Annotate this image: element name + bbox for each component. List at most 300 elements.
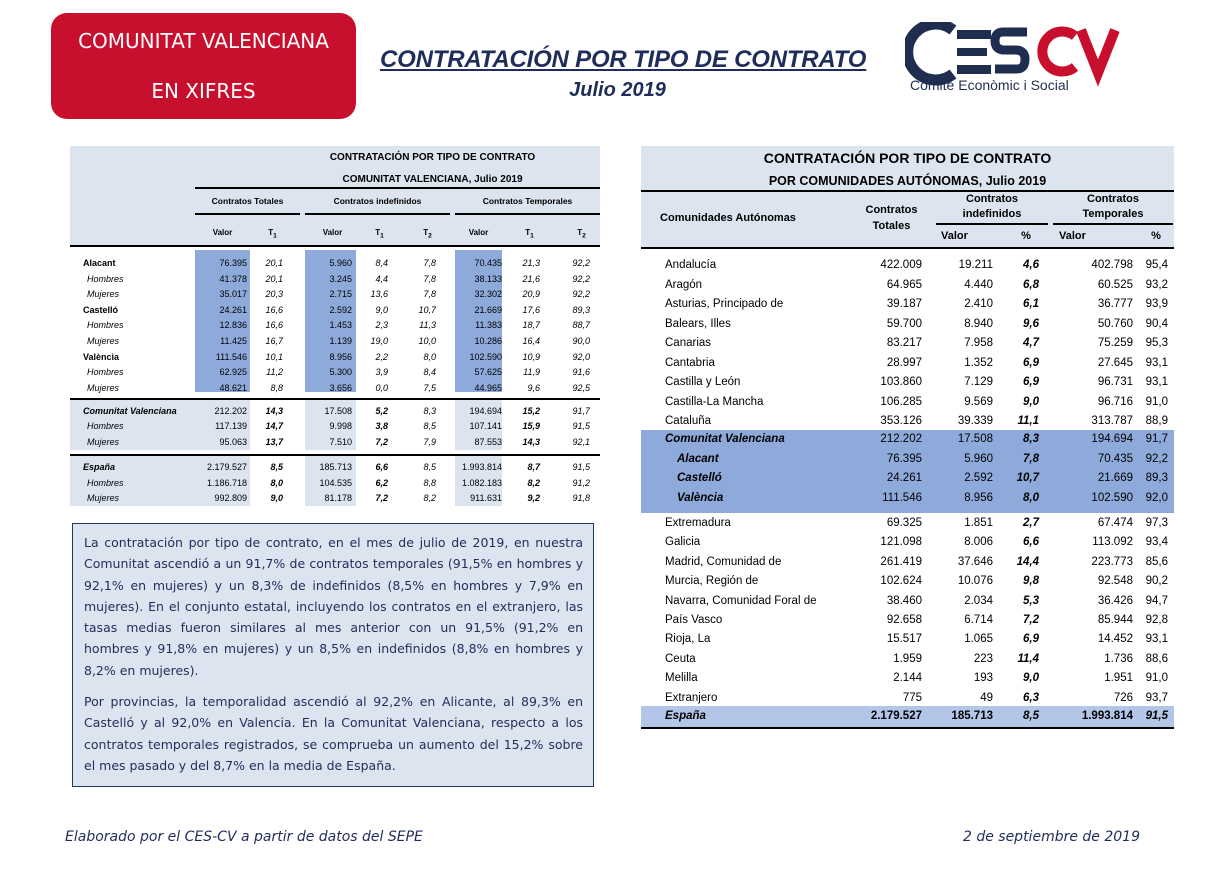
table-cell: 95.063 [219, 437, 247, 447]
table-cell: 20,1 [265, 274, 283, 284]
table-cell: 16,4 [522, 336, 540, 346]
table-row [641, 430, 1174, 450]
table-cell: 2.592 [329, 305, 352, 315]
table-cell: 70.435 [1097, 452, 1133, 465]
table-cell: 2.179.527 [870, 710, 922, 722]
table-cell: 9,6 [527, 383, 540, 393]
table-cell: 14.452 [1097, 633, 1133, 646]
table-cell: 7,2 [1023, 614, 1039, 626]
table-cell: 59.700 [886, 317, 922, 330]
table-cell: 85.944 [1097, 614, 1133, 626]
table-row [70, 404, 600, 420]
table-cell: 4,7 [1023, 337, 1039, 349]
table-cell: 92,2 [572, 289, 590, 299]
table-cell: 102.590 [1091, 491, 1133, 504]
table-cell: 1.065 [964, 633, 993, 646]
table-cell: 107.141 [469, 421, 502, 431]
row-label: Castelló [83, 305, 119, 315]
table-cell: 8,5 [423, 462, 436, 472]
table-cell: 14,4 [1016, 555, 1039, 568]
table-cell: 185.713 [319, 462, 352, 472]
table-cell: 2.144 [893, 672, 922, 685]
table-row [70, 256, 600, 272]
table-cell: 8,3 [1023, 433, 1039, 445]
table-cell: 8,2 [423, 493, 436, 503]
table-cell: 103.860 [880, 376, 922, 388]
table-cell: 7,9 [423, 437, 436, 447]
table-cell: 12.836 [219, 320, 247, 330]
col-header: Valor [212, 228, 233, 237]
table-cell: 91,0 [1145, 672, 1168, 685]
table-cell: 6,1 [1023, 298, 1039, 310]
table-cell: 37.646 [957, 555, 993, 568]
table-cell: 194.694 [1091, 433, 1133, 445]
table-cell: 93,9 [1145, 298, 1168, 310]
table-cell: 20,9 [522, 289, 540, 299]
table-cell: 1.082.183 [461, 478, 502, 488]
table-row [70, 435, 600, 451]
table-cell: 14,3 [265, 406, 283, 416]
table-row [70, 460, 600, 476]
table-cell: 14,7 [265, 421, 283, 431]
table-cell: 87.553 [474, 437, 502, 447]
table-cell: 4,6 [1023, 259, 1039, 271]
table-cell: 28.997 [886, 356, 922, 369]
table-row [641, 450, 1174, 470]
table-cell: 92,0 [572, 352, 590, 362]
table-cell: 93,1 [1145, 356, 1168, 369]
table-cell: 2.592 [964, 472, 993, 484]
table-cell: 9,0 [375, 305, 388, 315]
table-cell: 194.694 [469, 406, 502, 416]
group-header-indefinidos: Contratos indefinidos [333, 196, 422, 206]
col-header-indef-1: Contratos [966, 193, 1018, 205]
table-cell: 212.202 [214, 406, 247, 416]
table-cell: 35.017 [219, 289, 247, 299]
table-cell: 21,6 [522, 274, 540, 284]
table-cell: 10,9 [522, 352, 540, 362]
table-cell: 32.302 [474, 289, 502, 299]
table-row [70, 334, 600, 350]
table-cell: 8,5 [1023, 710, 1039, 722]
summary-paragraph-2: Por provincias, la temporalidad ascendió al 92,2% en Alicante, al 89,3% en Castelló y al 92,0% en Valencia. En la Comunitat Valenciana, respecto a los contratos temporales registrados, se comprueba un aumento del 15,2% sobre el mes pasado y del 8,7% en la media de España. [84, 694, 583, 773]
table-cell: 9,0 [1023, 395, 1039, 408]
table-cell: 16,7 [265, 336, 283, 346]
table-cell: 92,2 [572, 258, 590, 268]
table-cell: 91,5 [572, 462, 590, 472]
table-cell: 75.259 [1097, 337, 1133, 349]
row-label: València [83, 352, 120, 362]
table-cell: 1.736 [1104, 652, 1133, 665]
table-cell: 91,5 [1145, 710, 1168, 722]
table-cell: 402.798 [1091, 259, 1133, 271]
table-cell: 6.714 [964, 614, 993, 626]
table-cell: 69.325 [886, 517, 922, 529]
row-label: Madrid, Comunidad de [665, 555, 782, 568]
table-cell: 185.713 [951, 710, 993, 722]
table-row [641, 315, 1174, 335]
table-cell: 353.126 [880, 415, 922, 427]
group-header-temporales: Contratos Temporales [482, 196, 573, 206]
table-cell: 50.760 [1097, 317, 1133, 330]
table-cell: 8,4 [375, 258, 388, 268]
row-label: Mujeres [87, 493, 120, 503]
table-row [641, 650, 1174, 670]
table-cell: 17.508 [324, 406, 352, 416]
table-cell: 1.139 [329, 336, 352, 346]
table-cell: 5.960 [329, 258, 352, 268]
right-table-subtitle: POR COMUNIDADES AUTÓNOMAS, Julio 2019 [768, 174, 1047, 188]
table-row [70, 419, 600, 435]
row-label: Hombres [87, 478, 124, 488]
table-cell: 8,0 [270, 478, 283, 488]
table-cell: 111.546 [215, 352, 247, 362]
table-cell: 18,7 [522, 320, 540, 330]
table-cell: 9,8 [1023, 575, 1039, 588]
table-cell: 7,2 [375, 493, 388, 503]
row-label: Castelló [677, 472, 722, 484]
table-cell: 76.395 [886, 452, 922, 465]
row-label: Hombres [87, 274, 124, 284]
table-cell: 113.092 [1092, 536, 1133, 549]
table-cell: 212.202 [880, 433, 922, 445]
table-cell: 91,6 [572, 367, 590, 377]
row-label: Extremadura [665, 517, 731, 529]
table-cell: 19,0 [370, 336, 388, 346]
table-row [70, 272, 600, 288]
table-row [641, 295, 1174, 315]
table-cell: 6,3 [1023, 691, 1039, 704]
table-cell: 81.178 [324, 493, 352, 503]
logo-caption: Comitè Econòmic i Social [910, 77, 1069, 93]
table-cell: 90,0 [572, 336, 590, 346]
col-header-ca: Comunidades Autónomas [660, 212, 796, 224]
table-cell: 91,5 [572, 421, 590, 431]
table-cell: 102.590 [469, 352, 502, 362]
table-cell: 24.261 [886, 472, 922, 484]
row-label: Mujeres [87, 437, 120, 447]
table-cell: 11,3 [419, 320, 436, 330]
table-cell: 39.339 [957, 415, 993, 427]
table-cell: 62.925 [219, 367, 247, 377]
row-label: Rioja, La [665, 633, 711, 646]
table-cell: 15,2 [522, 406, 540, 416]
table-cell: 88,7 [572, 320, 590, 330]
table-cell: 92,5 [572, 383, 590, 393]
table-row [641, 489, 1174, 509]
table-cell: 7,8 [423, 274, 436, 284]
table-cell: 38.460 [886, 594, 922, 607]
table-cell: 4,4 [375, 274, 388, 284]
table-cell: 10,7 [418, 305, 436, 315]
table-cell: 91,8 [572, 493, 590, 503]
table-row [641, 334, 1174, 354]
col-header-temp-1: Contratos [1087, 193, 1139, 205]
sub-valor: Valor [1059, 230, 1086, 242]
table-cell: 7.129 [964, 376, 993, 388]
table-cell: 9,6 [1023, 317, 1039, 330]
table-cell: 1.993.814 [1081, 710, 1133, 722]
table-cell: 6,9 [1023, 376, 1039, 388]
table-cell: 21.669 [1097, 472, 1133, 484]
table-cell: 1.993.814 [461, 462, 502, 472]
table-cell: 8.006 [964, 536, 993, 549]
table-row [70, 476, 600, 492]
table-cell: 14,3 [522, 437, 540, 447]
table-cell: 64.965 [886, 278, 922, 291]
col-header-totales-1: Contratos [865, 204, 918, 216]
table-row [70, 318, 600, 334]
table-cell: 89,3 [1145, 472, 1168, 484]
table-cell: 92.658 [886, 614, 922, 626]
table-cell: 104.535 [319, 478, 352, 488]
row-label: Castilla-La Mancha [665, 395, 764, 408]
row-label: Hombres [87, 367, 124, 377]
provincial-contract-table [70, 146, 600, 506]
table-cell: 193 [973, 672, 993, 685]
table-row [641, 611, 1174, 631]
table-cell: 83.217 [886, 337, 922, 349]
table-cell: 8,2 [527, 478, 540, 488]
table-cell: 88,6 [1145, 652, 1168, 665]
right-table-title: CONTRATACIÓN POR TIPO DE CONTRATO [763, 150, 1052, 166]
table-cell: 6,6 [375, 462, 388, 472]
table-cell: 1.951 [1104, 672, 1133, 685]
table-cell: 93,7 [1145, 691, 1168, 704]
table-cell: 9.569 [964, 395, 993, 408]
row-label: Andalucía [665, 259, 717, 271]
table-row [641, 707, 1174, 727]
table-cell: 36.777 [1097, 298, 1133, 310]
table-row [641, 553, 1174, 573]
table-cell: 5,2 [375, 406, 388, 416]
table-cell: 313.787 [1091, 415, 1133, 427]
table-cell: 106.285 [880, 395, 922, 408]
table-cell: 36.426 [1097, 594, 1133, 607]
table-cell: 24.261 [219, 305, 247, 315]
col-header: Valor [468, 228, 489, 237]
table-cell: 16,6 [265, 320, 283, 330]
table-cell: 8,8 [423, 478, 436, 488]
table-cell: 911.631 [470, 493, 502, 503]
table-cell: 20,3 [265, 289, 283, 299]
row-label: Galicia [665, 536, 701, 549]
table-cell: 6,8 [1023, 278, 1039, 291]
table-cell: 96.731 [1097, 376, 1133, 388]
table-cell: 111.546 [882, 491, 922, 504]
table-cell: 2.034 [964, 594, 993, 607]
table-cell: 3.245 [329, 274, 352, 284]
table-cell: 8,4 [423, 367, 436, 377]
row-label: Balears, Illes [665, 317, 731, 330]
col-header: $T_1$ [525, 228, 534, 240]
table-cell: 10,7 [1016, 472, 1039, 484]
row-label: Alacant [677, 452, 719, 465]
table-cell: 10.076 [957, 575, 993, 588]
table-cell: 10,1 [265, 352, 283, 362]
table-cell: 8.956 [964, 491, 993, 504]
table-row [641, 354, 1174, 374]
table-cell: 5.960 [964, 452, 993, 465]
table-cell: 91,7 [572, 406, 590, 416]
table-cell: 10.286 [474, 336, 502, 346]
left-table-subtitle: COMUNITAT VALENCIANA, Julio 2019 [342, 174, 523, 185]
table-row [641, 276, 1174, 296]
table-row [641, 630, 1174, 650]
row-label: Cantabria [665, 356, 715, 369]
table-cell: 8,7 [527, 462, 540, 472]
table-cell: 57.625 [474, 367, 502, 377]
table-cell: 1.453 [329, 320, 352, 330]
table-cell: 6,9 [1023, 633, 1039, 646]
page-subtitle: Julio 2019 [569, 79, 666, 101]
table-cell: 6,2 [375, 478, 388, 488]
table-cell: 3,9 [375, 367, 388, 377]
row-label: Mujeres [87, 383, 120, 393]
table-cell: 422.009 [880, 259, 922, 271]
table-row [70, 491, 600, 507]
footer-date: 2 de septiembre de 2019 [962, 829, 1140, 845]
table-cell: 97,3 [1145, 517, 1168, 529]
table-row [641, 256, 1174, 276]
summary-text-box [72, 523, 594, 787]
row-label: Extranjero [665, 691, 718, 704]
table-cell: 726 [1113, 691, 1133, 704]
table-cell: 11,1 [1017, 415, 1039, 427]
table-cell: 8,3 [423, 406, 436, 416]
sub-valor: Valor [941, 230, 968, 242]
table-cell: 13,7 [265, 437, 283, 447]
table-cell: 9,2 [527, 493, 540, 503]
table-cell: 96.716 [1097, 395, 1133, 408]
table-cell: 3,8 [375, 421, 388, 431]
table-row [641, 393, 1174, 413]
row-label: Comunitat Valenciana [665, 433, 785, 445]
badge-line-1: COMUNITAT VALENCIANA [78, 29, 329, 53]
row-label: Navarra, Comunidad Foral de [665, 594, 817, 607]
table-cell: 16,6 [265, 305, 283, 315]
region-badge [51, 13, 356, 119]
table-cell: 15,9 [522, 421, 540, 431]
table-cell: 2,3 [375, 320, 388, 330]
table-cell: 20,1 [265, 258, 283, 268]
table-cell: 9.998 [329, 421, 352, 431]
table-cell: 5,3 [1023, 594, 1039, 607]
table-cell: 48.621 [219, 383, 247, 393]
table-cell: 8.940 [964, 317, 993, 330]
table-cell: 992.809 [214, 493, 247, 503]
row-label: Mujeres [87, 289, 120, 299]
table-cell: 2.179.527 [206, 462, 247, 472]
table-cell: 21.669 [474, 305, 502, 315]
table-row [70, 381, 600, 397]
table-cell: 17,6 [522, 305, 540, 315]
group-header-totales: Contratos Totales [211, 196, 284, 206]
table-cell: 8,8 [270, 383, 283, 393]
col-header: $T_2$ [577, 228, 586, 240]
row-label: Murcia, Región de [665, 575, 759, 588]
table-cell: 11,4 [1017, 652, 1039, 665]
table-cell: 91,0 [1145, 395, 1168, 408]
table-cell: 60.525 [1097, 278, 1133, 291]
table-cell: 7.510 [329, 437, 352, 447]
table-cell: 261.419 [880, 555, 922, 568]
table-row [70, 303, 600, 319]
table-row [70, 287, 600, 303]
table-cell: 93,4 [1145, 536, 1168, 549]
col-header: $T_1$ [268, 228, 277, 240]
table-cell: 93,1 [1145, 633, 1168, 646]
row-label: España [665, 710, 706, 722]
table-cell: 3.656 [329, 383, 352, 393]
row-label: Cataluña [665, 415, 712, 427]
summary-paragraph-1: La contratación por tipo de contrato, en el mes de julio de 2019, en nuestra Comunitat ascendió a un 91,7% de contratos temporales (91,5% en hombres y 92,1% en mujeres) y un 8,3% de indefinidos (8,5% en hombres y 7,9% en mujeres). En el conjunto estatal, incluyendo los contratos en el extranjero, las tasas medias fueron similares al mes anterior con un 91,5% (91,2% en hombres y 91,8% en mujeres) y un 8,5% en indefinidos (8,8% en hombres y 8,2% en mujeres). [84, 535, 583, 678]
row-label: Asturias, Principado de [665, 298, 784, 310]
col-header-indef-2: indefinidos [962, 208, 1022, 220]
table-cell: 5.300 [329, 367, 352, 377]
table-cell: 94,7 [1145, 594, 1168, 607]
table-cell: 92,0 [1145, 491, 1168, 504]
table-row [641, 514, 1174, 534]
table-row [641, 669, 1174, 689]
col-header: $T_1$ [375, 228, 384, 240]
table-cell: 1.352 [964, 356, 993, 369]
table-cell: 121.098 [880, 536, 922, 549]
table-cell: 8,5 [270, 462, 283, 472]
table-cell: 90,2 [1145, 575, 1168, 588]
row-label: España [83, 462, 116, 472]
sub-pct: % [1021, 230, 1031, 242]
table-cell: 11,9 [523, 367, 540, 377]
table-row [641, 373, 1174, 393]
table-cell: 17.508 [957, 433, 993, 445]
table-row [641, 469, 1174, 489]
table-cell: 1.959 [893, 652, 922, 665]
badge-line-2: EN XIFRES [151, 79, 256, 103]
row-label: Canarias [665, 337, 712, 349]
table-row [641, 533, 1174, 553]
row-label: Hombres [87, 320, 124, 330]
table-cell: 1.851 [964, 517, 993, 529]
table-cell: 7,8 [423, 289, 436, 299]
table-cell: 7,2 [375, 437, 388, 447]
table-cell: 7,5 [423, 383, 436, 393]
row-label: Ceuta [665, 652, 696, 665]
table-cell: 9,0 [270, 493, 283, 503]
table-cell: 49 [980, 691, 993, 704]
table-row [641, 592, 1174, 612]
table-cell: 10,0 [418, 336, 436, 346]
table-cell: 41.378 [219, 274, 247, 284]
row-label: Melilla [665, 672, 698, 685]
table-cell: 11.383 [475, 320, 502, 330]
table-cell: 223.773 [1091, 555, 1133, 568]
col-header: $T_2$ [423, 228, 432, 240]
table-cell: 6,6 [1023, 536, 1039, 549]
table-cell: 91,7 [1145, 433, 1168, 445]
table-cell: 93,2 [1145, 278, 1168, 291]
table-cell: 2,2 [375, 352, 388, 362]
table-cell: 76.395 [219, 258, 247, 268]
table-cell: 21,3 [522, 258, 540, 268]
table-cell: 7,8 [423, 258, 436, 268]
table-cell: 67.474 [1097, 517, 1133, 529]
regional-contract-table [641, 146, 1174, 734]
row-label: País Vasco [665, 614, 723, 626]
table-cell: 44.965 [474, 383, 502, 393]
table-cell: 11,2 [266, 367, 283, 377]
footer-source: Elaborado por el CES-CV a partir de datos del SEPE [65, 829, 423, 845]
